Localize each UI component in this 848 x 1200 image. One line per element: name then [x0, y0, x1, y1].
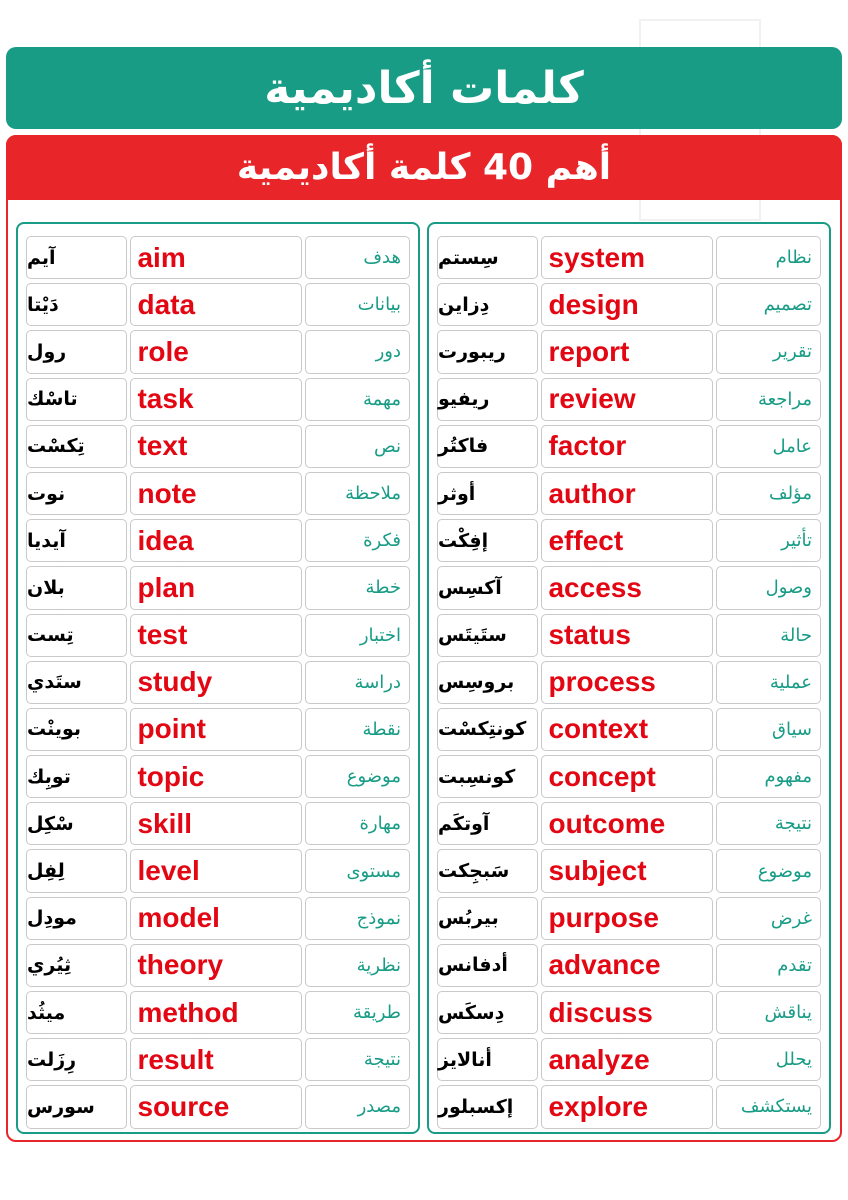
arabic-meaning-cell: مفهوم — [716, 755, 821, 798]
word-row — [26, 1085, 410, 1128]
pronunciation-cell: أوثر — [437, 472, 538, 515]
english-word-cell: context — [541, 708, 712, 751]
pronunciation-cell: رول — [26, 330, 127, 373]
word-row — [26, 849, 410, 892]
arabic-meaning-cell: نظام — [716, 236, 821, 279]
english-word-cell: role — [130, 330, 301, 373]
english-word-cell: theory — [130, 944, 301, 987]
pronunciation-cell: آيم — [26, 236, 127, 279]
word-row — [437, 472, 821, 515]
arabic-meaning-cell: نقطة — [305, 708, 410, 751]
english-word-cell: aim — [130, 236, 301, 279]
pronunciation-cell: مودِل — [26, 897, 127, 940]
english-word-cell: status — [541, 614, 712, 657]
arabic-meaning-cell: بيانات — [305, 283, 410, 326]
english-word-cell: model — [130, 897, 301, 940]
word-row — [26, 755, 410, 798]
pronunciation-cell: تِست — [26, 614, 127, 657]
english-word-cell: plan — [130, 566, 301, 609]
english-word-cell: idea — [130, 519, 301, 562]
english-word-cell: result — [130, 1038, 301, 1081]
arabic-meaning-cell: موضوع — [716, 849, 821, 892]
english-word-cell: topic — [130, 755, 301, 798]
arabic-meaning-cell: موضوع — [305, 755, 410, 798]
word-row — [437, 755, 821, 798]
arabic-meaning-cell: تقرير — [716, 330, 821, 373]
word-row — [437, 566, 821, 609]
pronunciation-cell: كونسِبت — [437, 755, 538, 798]
pronunciation-cell: ريبورت — [437, 330, 538, 373]
arabic-meaning-cell: حالة — [716, 614, 821, 657]
arabic-meaning-cell: يحلل — [716, 1038, 821, 1081]
word-row — [26, 708, 410, 751]
word-row — [26, 1038, 410, 1081]
arabic-meaning-cell: نتيجة — [305, 1038, 410, 1081]
arabic-meaning-cell: دراسة — [305, 661, 410, 704]
pronunciation-cell: سَبجِكت — [437, 849, 538, 892]
arabic-meaning-cell: ملاحظة — [305, 472, 410, 515]
word-row — [437, 519, 821, 562]
arabic-meaning-cell: اختبار — [305, 614, 410, 657]
arabic-meaning-cell: نتيجة — [716, 802, 821, 845]
english-word-cell: outcome — [541, 802, 712, 845]
english-word-cell: effect — [541, 519, 712, 562]
english-word-cell: point — [130, 708, 301, 751]
word-row — [26, 519, 410, 562]
word-row — [26, 472, 410, 515]
word-row — [26, 283, 410, 326]
pronunciation-cell: آكسِس — [437, 566, 538, 609]
arabic-meaning-cell: مهارة — [305, 802, 410, 845]
word-row — [437, 236, 821, 279]
english-word-cell: study — [130, 661, 301, 704]
word-row — [26, 330, 410, 373]
word-row — [437, 378, 821, 421]
arabic-meaning-cell: تصميم — [716, 283, 821, 326]
english-word-cell: skill — [130, 802, 301, 845]
pronunciation-cell: بروسِس — [437, 661, 538, 704]
english-word-cell: access — [541, 566, 712, 609]
arabic-meaning-cell: تأثير — [716, 519, 821, 562]
pronunciation-cell: ثِيُري — [26, 944, 127, 987]
english-word-cell: discuss — [541, 991, 712, 1034]
pronunciation-cell: أدفانس — [437, 944, 538, 987]
pronunciation-cell: بلان — [26, 566, 127, 609]
english-word-cell: text — [130, 425, 301, 468]
word-row — [437, 849, 821, 892]
arabic-meaning-cell: سياق — [716, 708, 821, 751]
arabic-meaning-cell: عامل — [716, 425, 821, 468]
english-word-cell: concept — [541, 755, 712, 798]
arabic-meaning-cell: مصدر — [305, 1085, 410, 1128]
word-row — [437, 1085, 821, 1128]
english-word-cell: test — [130, 614, 301, 657]
pronunciation-cell: دَيْتا — [26, 283, 127, 326]
pronunciation-cell: سْكِل — [26, 802, 127, 845]
pronunciation-cell: ستَيتَس — [437, 614, 538, 657]
pronunciation-cell: آيديا — [26, 519, 127, 562]
pronunciation-cell: رِزَلت — [26, 1038, 127, 1081]
word-row — [26, 614, 410, 657]
word-row — [26, 236, 410, 279]
pronunciation-cell: ميثُد — [26, 991, 127, 1034]
word-row — [437, 614, 821, 657]
arabic-meaning-cell: نص — [305, 425, 410, 468]
word-row — [26, 897, 410, 940]
english-word-cell: author — [541, 472, 712, 515]
word-row — [437, 991, 821, 1034]
english-word-cell: explore — [541, 1085, 712, 1128]
arabic-meaning-cell: وصول — [716, 566, 821, 609]
word-row — [26, 802, 410, 845]
pronunciation-cell: أنالايز — [437, 1038, 538, 1081]
word-row — [26, 944, 410, 987]
english-word-cell: review — [541, 378, 712, 421]
page-subtitle: أهم 40 كلمة أكاديمية — [6, 135, 842, 200]
pronunciation-cell: إكسبلور — [437, 1085, 538, 1128]
left-word-column — [16, 222, 420, 1134]
word-row — [437, 283, 821, 326]
english-word-cell: source — [130, 1085, 301, 1128]
arabic-meaning-cell: مستوى — [305, 849, 410, 892]
word-row — [26, 991, 410, 1034]
pronunciation-cell: سورس — [26, 1085, 127, 1128]
english-word-cell: system — [541, 236, 712, 279]
arabic-meaning-cell: مؤلف — [716, 472, 821, 515]
english-word-cell: level — [130, 849, 301, 892]
english-word-cell: design — [541, 283, 712, 326]
arabic-meaning-cell: عملية — [716, 661, 821, 704]
arabic-meaning-cell: يستكشف — [716, 1085, 821, 1128]
word-row — [437, 708, 821, 751]
english-word-cell: process — [541, 661, 712, 704]
right-word-column — [427, 222, 831, 1134]
english-word-cell: analyze — [541, 1038, 712, 1081]
word-row — [437, 330, 821, 373]
word-row — [437, 425, 821, 468]
arabic-meaning-cell: مراجعة — [716, 378, 821, 421]
arabic-meaning-cell: نظرية — [305, 944, 410, 987]
arabic-meaning-cell: خطة — [305, 566, 410, 609]
arabic-meaning-cell: يناقش — [716, 991, 821, 1034]
arabic-meaning-cell: غرض — [716, 897, 821, 940]
english-word-cell: factor — [541, 425, 712, 468]
pronunciation-cell: تِكسْت — [26, 425, 127, 468]
pronunciation-cell: لِفِل — [26, 849, 127, 892]
pronunciation-cell: دِزاين — [437, 283, 538, 326]
pronunciation-cell: بيربُس — [437, 897, 538, 940]
pronunciation-cell: فاكتُر — [437, 425, 538, 468]
word-row — [26, 425, 410, 468]
word-row — [437, 1038, 821, 1081]
pronunciation-cell: بوينْت — [26, 708, 127, 751]
pronunciation-cell: إفِكْت — [437, 519, 538, 562]
word-row — [437, 661, 821, 704]
pronunciation-cell: ريفيو — [437, 378, 538, 421]
word-row — [437, 944, 821, 987]
arabic-meaning-cell: دور — [305, 330, 410, 373]
arabic-meaning-cell: تقدم — [716, 944, 821, 987]
arabic-meaning-cell: فكرة — [305, 519, 410, 562]
pronunciation-cell: توبِك — [26, 755, 127, 798]
english-word-cell: advance — [541, 944, 712, 987]
pronunciation-cell: نوت — [26, 472, 127, 515]
arabic-meaning-cell: نموذج — [305, 897, 410, 940]
pronunciation-cell: آوتكَم — [437, 802, 538, 845]
english-word-cell: subject — [541, 849, 712, 892]
page-title: كلمات أكاديمية — [6, 47, 842, 129]
english-word-cell: purpose — [541, 897, 712, 940]
pronunciation-cell: تاسْك — [26, 378, 127, 421]
pronunciation-cell: سِستم — [437, 236, 538, 279]
pronunciation-cell: كونتِكسْت — [437, 708, 538, 751]
arabic-meaning-cell: طريقة — [305, 991, 410, 1034]
word-row — [437, 802, 821, 845]
english-word-cell: method — [130, 991, 301, 1034]
arabic-meaning-cell: مهمة — [305, 378, 410, 421]
word-row — [437, 897, 821, 940]
english-word-cell: report — [541, 330, 712, 373]
word-row — [26, 378, 410, 421]
arabic-meaning-cell: هدف — [305, 236, 410, 279]
english-word-cell: note — [130, 472, 301, 515]
english-word-cell: data — [130, 283, 301, 326]
pronunciation-cell: دِسكَس — [437, 991, 538, 1034]
word-row — [26, 661, 410, 704]
word-row — [26, 566, 410, 609]
pronunciation-cell: ستَدي — [26, 661, 127, 704]
english-word-cell: task — [130, 378, 301, 421]
